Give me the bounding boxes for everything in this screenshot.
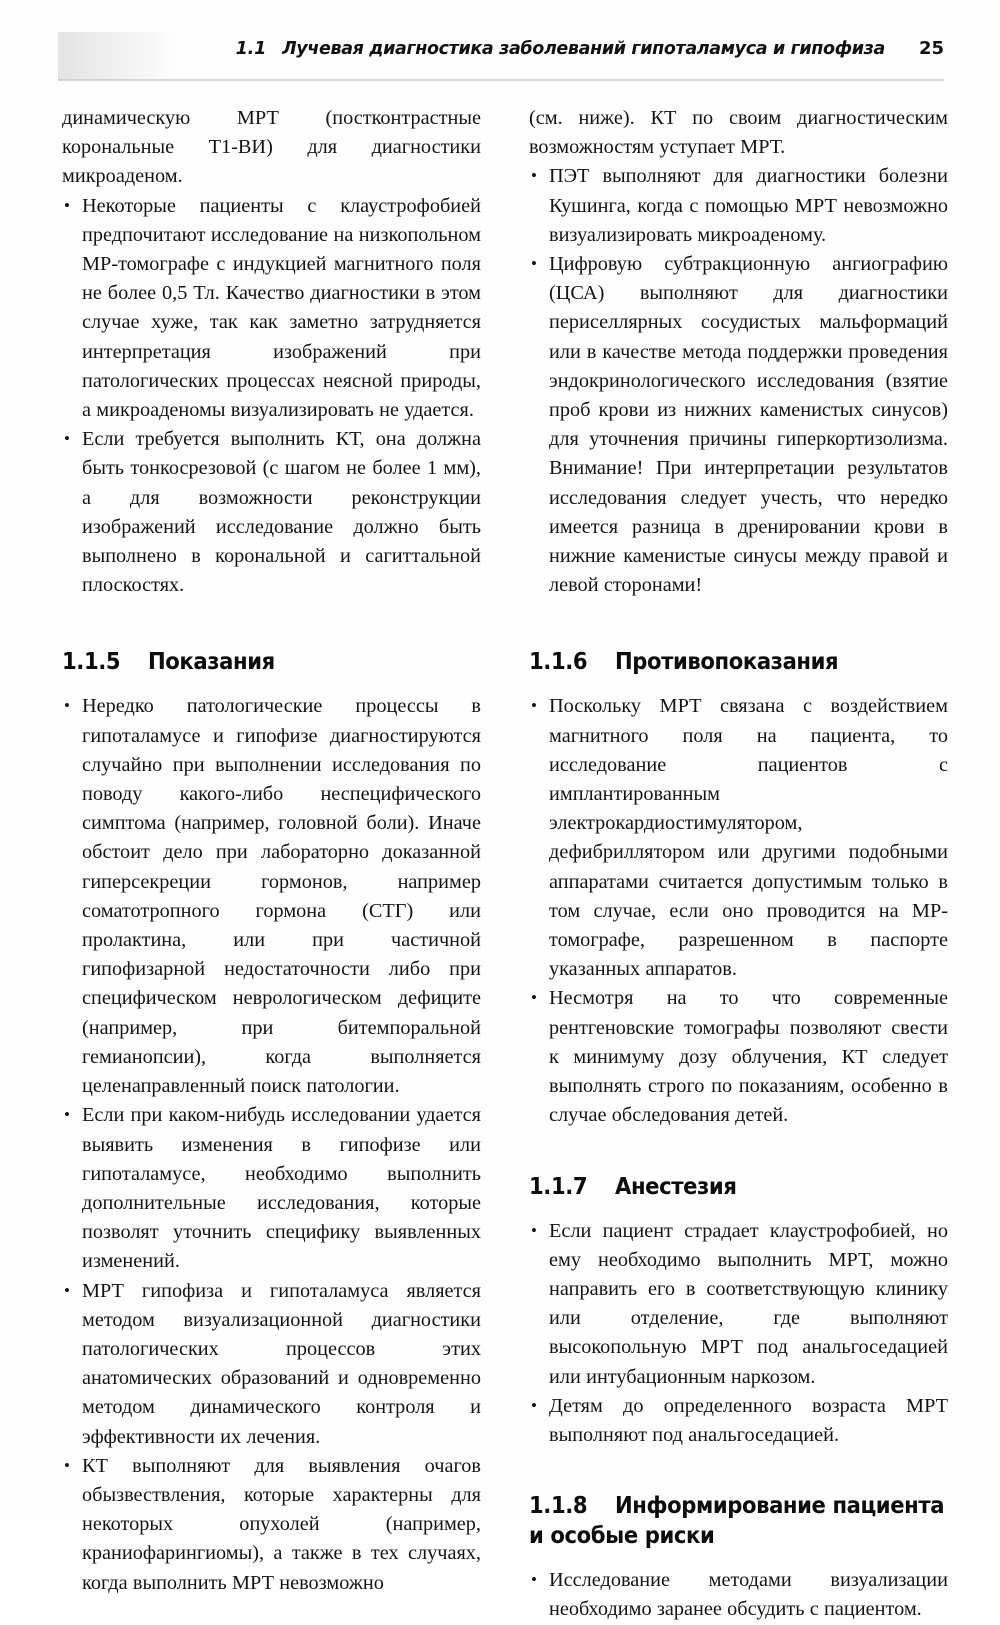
- section-heading-1-1-8: [529, 1490, 948, 1550]
- running-head-title: Лучевая диагностика заболеваний гипоталамуса и гипофиза: [282, 39, 885, 59]
- section-number: 1.1.7: [529, 1171, 588, 1200]
- continued-paragraph: динамическую МРТ (постконтрастные корональные Т1-ВИ) для диагностики микроаденом.: [62, 107, 481, 188]
- spacer: [62, 676, 481, 692]
- section-heading-1-1-7: [529, 1171, 948, 1201]
- right-column: [529, 104, 948, 1621]
- list-item: • Нередко патологические процессы в гипоталамусе и гипофизе диагностируются случайно при выполнении исследования по поводу какого-либо неспецифического симптома (например, головной боли). Иначе обстоит дело при лабораторно доказанной гиперсекреции гормонов, например соматотропного гормона (СТГ) или пролактина, или при частичной гипофизарной недостаточности либо при специфическом неврологическом дефиците (например, при битемпоральной гемианопсии), когда выполняется целенаправленный поиск патологии.: [62, 692, 481, 1101]
- bullet-list-anesthesia: [529, 1217, 948, 1451]
- list-item: • Если требуется выполнить КТ, она должна быть тонкосрезовой (с шагом не более 1 мм), а для возможности реконструкции изображений исследование должно быть выполнено в корональной и сагиттальной плоскостях.: [62, 425, 481, 600]
- section-heading-1-1-6: [529, 646, 948, 676]
- bullet-list-indications: [62, 692, 481, 1597]
- spacer: [529, 1450, 948, 1490]
- body-columns: [62, 104, 948, 1621]
- list-item: • Несмотря на то что современные рентгеновские томографы позволяют свести к минимуму дозу облучения, КТ следует выполнять строго по показаниям, особенно в случае обследования детей.: [529, 984, 948, 1130]
- section-title: Анестезия: [615, 1171, 737, 1200]
- spacer: [529, 1550, 948, 1566]
- continued-paragraph: (см. ниже). КТ по своим диагностическим возможностям уступает МРТ.: [529, 107, 948, 159]
- list-item: • Если при каком-нибудь исследовании удается выявить изменения в гипофизе или гипоталамусе, необходимо выполнить дополнительные исследования, которые позволят уточнить специфику выявленных изменений.: [62, 1101, 481, 1276]
- spacer: [62, 600, 481, 646]
- spacer: [529, 600, 948, 646]
- list-item: • Цифровую субтракционную ангиографию (ЦСА) выполняют для диагностики периселлярных сосудистых мальформаций или в качестве метода поддержки проведения эндокринологического исследования (взятие проб крови из нижних каменистых синусов) для уточнения причины гиперкортизолизма. Внимание! При интерпретации результатов исследования следует учесть, что нередко имеется разница в дренировании крови в нижние каменистые синусы между правой и левой сторонами!: [529, 250, 948, 600]
- bullet-list-top-right: [529, 162, 948, 600]
- section-title: Противопоказания: [615, 647, 839, 676]
- spacer: [529, 1131, 948, 1171]
- section-number: 1.1.5: [62, 647, 121, 676]
- list-item: • Некоторые пациенты с клаустрофобией предпочитают исследование на низкопольном МР-томографе с индукцией магнитного поля не более 0,5 Тл. Качество диагностики в этом случае хуже, так как заметно затрудняется интерпретация изображений при патологических процессах неясной природы, а микроаденомы визуализировать не удается.: [62, 192, 481, 426]
- running-head: [56, 38, 944, 78]
- bullet-list-top-left: [62, 192, 481, 601]
- section-number: 1.1.6: [529, 647, 588, 676]
- list-item: • ПЭТ выполняют для диагностики болезни Кушинга, когда с помощью МРТ невозможно визуализировать микроаденому.: [529, 162, 948, 250]
- section-title: Информирование пациента и особые риски: [529, 1491, 945, 1550]
- list-item: • Исследование методами визуализации необходимо заранее обсудить с пациентом.: [529, 1566, 948, 1624]
- running-head-section-number: 1.1: [235, 39, 267, 59]
- left-column: [62, 104, 481, 1594]
- section-title: Показания: [148, 647, 275, 676]
- list-item: • КТ выполняют для выявления очагов обызвествления, которые характерны для некоторых опухолей (например, краниофарингиомы), а также в тех случаях, когда выполнить МРТ невозможно: [62, 1452, 481, 1598]
- header-rule: [58, 79, 944, 81]
- bullet-list-contraindications: [529, 692, 948, 1130]
- page-number: 25: [918, 38, 944, 59]
- list-item: • Если пациент страдает клаустрофобией, но ему необходимо выполнить МРТ, можно направить его в соответствующую клинику или отделение, где выполняют высокопольную МРТ под анальгоседацией или интубационным наркозом.: [529, 1217, 948, 1392]
- spacer: [529, 1201, 948, 1217]
- list-item: • Детям до определенного возраста МРТ выполняют под анальгоседацией.: [529, 1392, 948, 1450]
- section-number: 1.1.8: [529, 1491, 588, 1520]
- list-item: • МРТ гипофиза и гипоталамуса является методом визуализационной диагностики патологических процессов этих анатомических образований и одновременно методом динамического контроля и эффективности их лечения.: [62, 1277, 481, 1452]
- spacer: [529, 676, 948, 692]
- list-item: • Поскольку МРТ связана с воздействием магнитного поля на пациента, то исследование пациентов с имплантированным электрокардиостимулятором, дефибриллятором или другими подобными аппаратами считается допустимым только в том случае, если оно проводится на МР-томографе, разрешенном в паспорте указанных аппаратов.: [529, 692, 948, 984]
- section-heading-1-1-5: [62, 646, 481, 676]
- bullet-list-patient-information: [529, 1566, 948, 1624]
